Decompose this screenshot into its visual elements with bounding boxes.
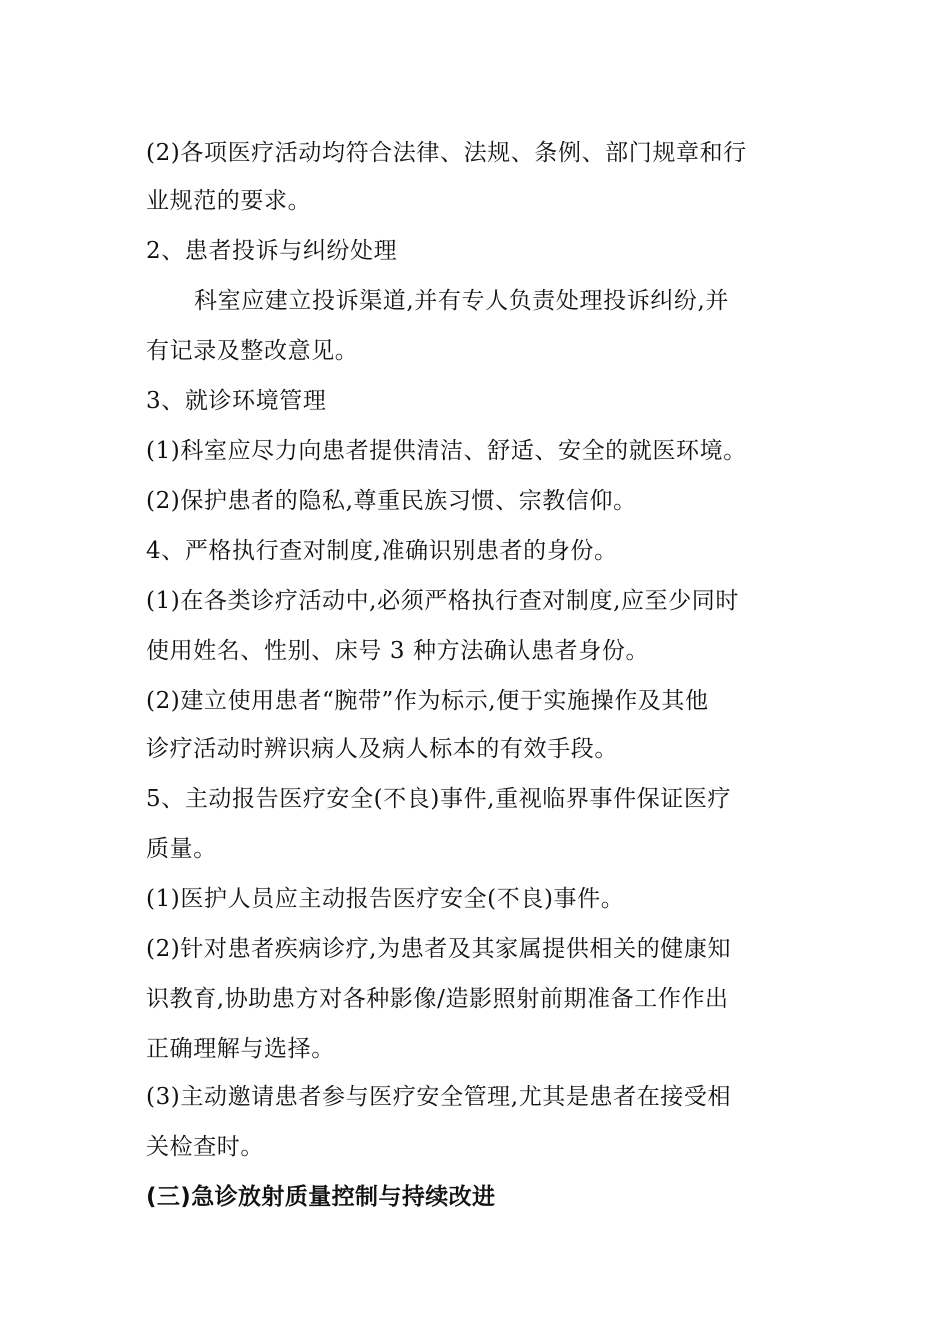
paragraph-line: (2)建立使用患者“腕带”作为标示,便于实施操作及其他	[146, 688, 709, 714]
section-title: 3、就诊环境管理	[146, 388, 327, 414]
paragraph-line: (2)针对患者疾病诊疗,为患者及其家属提供相关的健康知	[146, 936, 732, 962]
paragraph-line: 使用姓名、性别、床号 3 种方法确认患者身份。	[146, 638, 650, 664]
paragraph-line: (1)科室应尽力向患者提供清洁、舒适、安全的就医环境。	[146, 438, 747, 464]
paragraph-line: (1)医护人员应主动报告医疗安全(不良)事件。	[146, 886, 625, 912]
paragraph-line: 正确理解与选择。	[146, 1036, 335, 1062]
paragraph-line: (2)保护患者的隐私,尊重民族习惯、宗教信仰。	[146, 488, 637, 514]
paragraph-line: 关检查时。	[146, 1134, 264, 1160]
paragraph-line: 科室应建立投诉渠道,并有专人负责处理投诉纠纷,并	[194, 288, 730, 314]
paragraph-line: 有记录及整改意见。	[146, 338, 359, 364]
paragraph-line: 诊疗活动时辨识病人及病人标本的有效手段。	[146, 736, 618, 762]
paragraph-line: (1)在各类诊疗活动中,必须严格执行查对制度,应至少同时	[146, 588, 740, 614]
section-title: 5、主动报告医疗安全(不良)事件,重视临界事件保证医疗	[146, 786, 732, 812]
paragraph-line: 业规范的要求。	[146, 188, 312, 214]
section-title: 4、严格执行查对制度,准确识别患者的身份。	[146, 538, 618, 564]
section-title: 2、患者投诉与纠纷处理	[146, 238, 398, 264]
chapter-heading: (三)急诊放射质量控制与持续改进	[146, 1184, 496, 1210]
paragraph-line: 质量。	[146, 836, 217, 862]
paragraph-line: 识教育,协助患方对各种影像/造影照射前期准备工作作出	[146, 986, 729, 1012]
paragraph-line: (3)主动邀请患者参与医疗安全管理,尤其是患者在接受相	[146, 1084, 732, 1110]
paragraph-line: (2)各项医疗活动均符合法律、法规、条例、部门规章和行	[146, 140, 747, 166]
